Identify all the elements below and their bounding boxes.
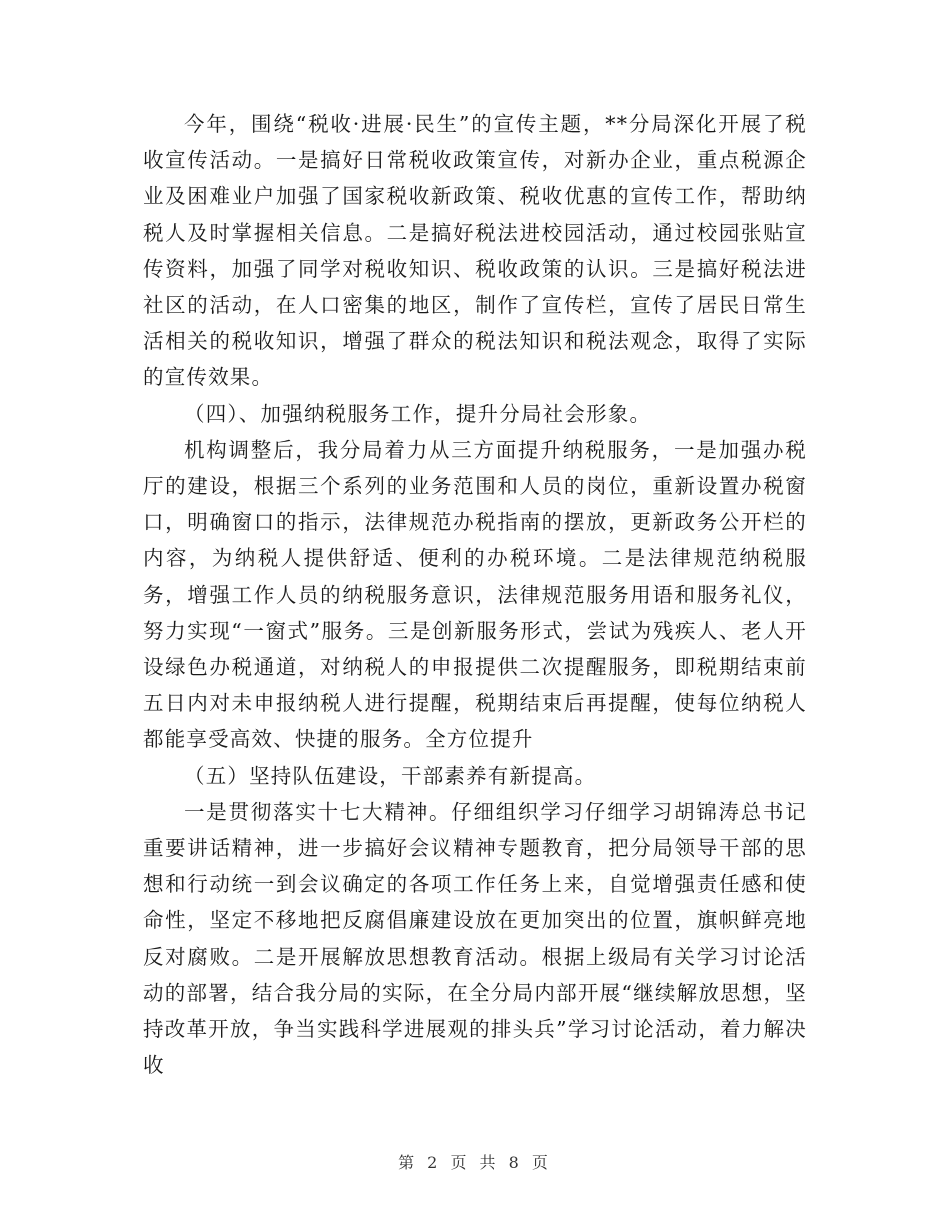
page-number-footer: 第 2 页 共 8 页	[398, 1153, 552, 1172]
paragraph-tax-publicity: 今年，围绕“税收·进展·民生”的宣传主题，**分局深化开展了税收宣传活动。一是搞好日常税收政策宣传，对新办企业，重点税源企业及困难业户加强了国家税收新政策、税收优惠的宣传工作，帮助纳税人及时掌握相关信息。二是搞好税法进校园活动，通过校园张贴宣传资料，加强了同学对税收知识、税收政策的认识。三是搞好税法进社区的活动，在人口密集的地区，制作了宣传栏，宣传了居民日常生活相关的税收知识，增强了群众的税法知识和税法观念，取得了实际的宣传效果。	[143, 112, 807, 390]
section-heading-four: （四）、加强纳税服务工作，提升分局社会形象。	[184, 401, 652, 426]
paragraph-tax-service: 机构调整后，我分局着力从三方面提升纳税服务，一是加强办税厅的建设，根据三个系列的业务范围和人员的岗位，重新设置办税窗口，明确窗口的指示，法律规范办税指南的摆放，更新政务公开栏的内容，为纳税人提供舒适、便利的办税环境。二是法律规范纳税服务，增强工作人员的纳税服务意识，法律规范服务用语和服务礼仪，努力实现“一窗式”服务。三是创新服务形式，尝试为残疾人、老人开设绿色办税通道，对纳税人的申报提供二次提醒服务，即税期结束前五日内对未申报纳税人进行提醒，税期结束后再提醒，使每位纳税人都能享受高效、快捷的服务。全方位提升	[143, 437, 807, 752]
paragraph-team-building: 一是贯彻落实十七大精神。仔细组织学习仔细学习胡锦涛总书记重要讲话精神，进一步搞好会议精神专题教育，把分局领导干部的思想和行动统一到会议确定的各项工作任务上来，自觉增强责任感和使命性，坚定不移地把反腐倡廉建设放在更加突出的位置，旗帜鲜亮地反对腐败。二是开展解放思想教育活动。根据上级局有关学习讨论活动的部署，结合我分局的实际，在全分局内部开展“继续解放思想，坚持改革开放，争当实践科学进展观的排头兵”学习讨论活动，着力解决收	[143, 799, 807, 1078]
document-body	[143, 106, 807, 1083]
section-heading-five: （五）坚持队伍建设，干部素养有新提高。	[184, 763, 597, 788]
